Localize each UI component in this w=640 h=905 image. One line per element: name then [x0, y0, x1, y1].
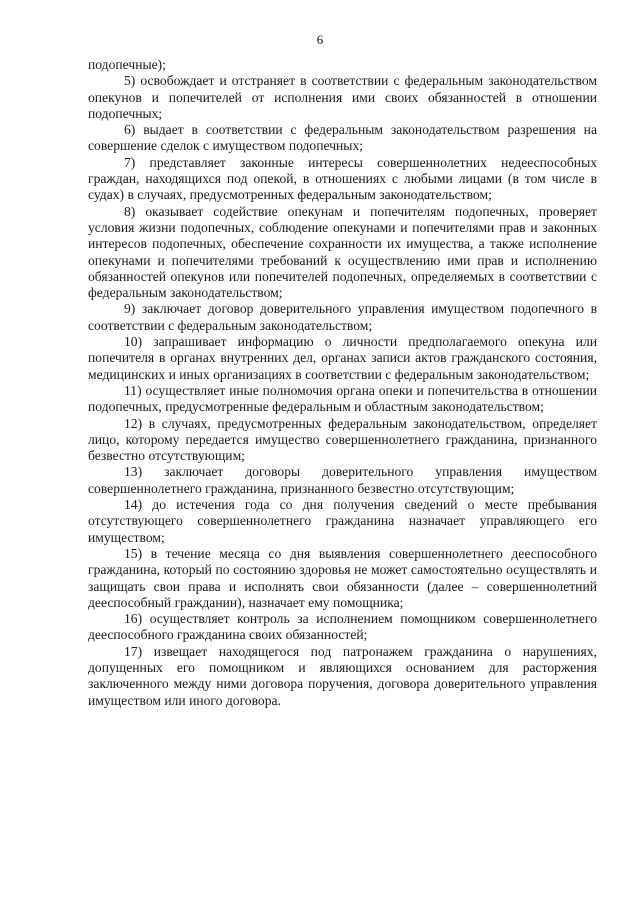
- list-item-14: 14) до истечения года со дня получения сведений о месте пребывания отсутствующего совершеннолетнего гражданина назначает управляющего его имуществом;: [88, 497, 597, 545]
- list-item-8: 8) оказывает содействие опекунам и попечителям подопечных, проверяет условия жизни подопечных, соблюдение опекунами и попечителями прав и законных интересов подопечных, обеспечение сохранности их имущества, а также исполнение опекунами и попечителями требований к осуществлению ими прав и исполнению обязанностей опекунов или попечителей подопечных, определяемых в соответствии с федеральным законодательством;: [88, 203, 597, 301]
- list-item-7: 7) представляет законные интересы совершеннолетних недееспособных граждан, находящихся под опекой, в отношениях с любыми лицами (в том числе в судах) в случаях, предусмотренных федеральным законодательством;: [88, 154, 597, 203]
- list-item-17: 17) извещает находящегося под патронажем гражданина о нарушениях, допущенных его помощником и являющихся основанием для расторжения заключенного между ними договора поручения, договора доверительного управления имуществом или иного договора.: [88, 643, 597, 708]
- document-body: [88, 57, 597, 709]
- list-item-15: 15) в течение месяца со дня выявления совершеннолетнего дееспособного гражданина, который по состоянию здоровья не может самостоятельно осуществлять и защищать свои права и исполнять свои обязанности (далее – совершеннолетний дееспособный гражданин), назначает ему помощника;: [88, 545, 597, 610]
- list-item-10: 10) запрашивает информацию о личности предполагаемого опекуна или попечителя в органах внутренних дел, органах записи актов гражданского состояния, медицинских и иных организациях в соответствии с федеральным законодательством;: [88, 334, 597, 382]
- list-item-12: 12) в случаях, предусмотренных федеральным законодательством, определяет лицо, которому передается имущество совершеннолетнего гражданина, признанного безвестно отсутствующим;: [88, 415, 597, 464]
- list-item-16: 16) осуществляет контроль за исполнением помощником совершеннолетнего дееспособного гражданина своих обязанностей;: [88, 611, 597, 643]
- list-item-13: 13) заключает договоры доверительного управления имуществом совершеннолетнего гражданина, признанного безвестно отсутствующим;: [88, 464, 597, 496]
- paragraph-continuation: подопечные);: [88, 57, 166, 72]
- list-item-11: 11) осуществляет иные полномочия органа опеки и попечительства в отношении подопечных, предусмотренные федеральным и областным законодательством;: [88, 382, 597, 415]
- list-item-9: 9) заключает договор доверительного управления имуществом подопечного в соответствии с федеральным законодательством;: [88, 301, 597, 333]
- page-number: 6: [316, 32, 324, 47]
- list-item-5: 5) освобождает и отстраняет в соответствии с федеральным законодательством опекунов и попечителей от исполнения ими своих обязанностей в отношении подопечных;: [88, 73, 597, 121]
- list-item-6: 6) выдает в соответствии с федеральным законодательством разрешения на совершение сделок с имуществом подопечных;: [88, 122, 597, 154]
